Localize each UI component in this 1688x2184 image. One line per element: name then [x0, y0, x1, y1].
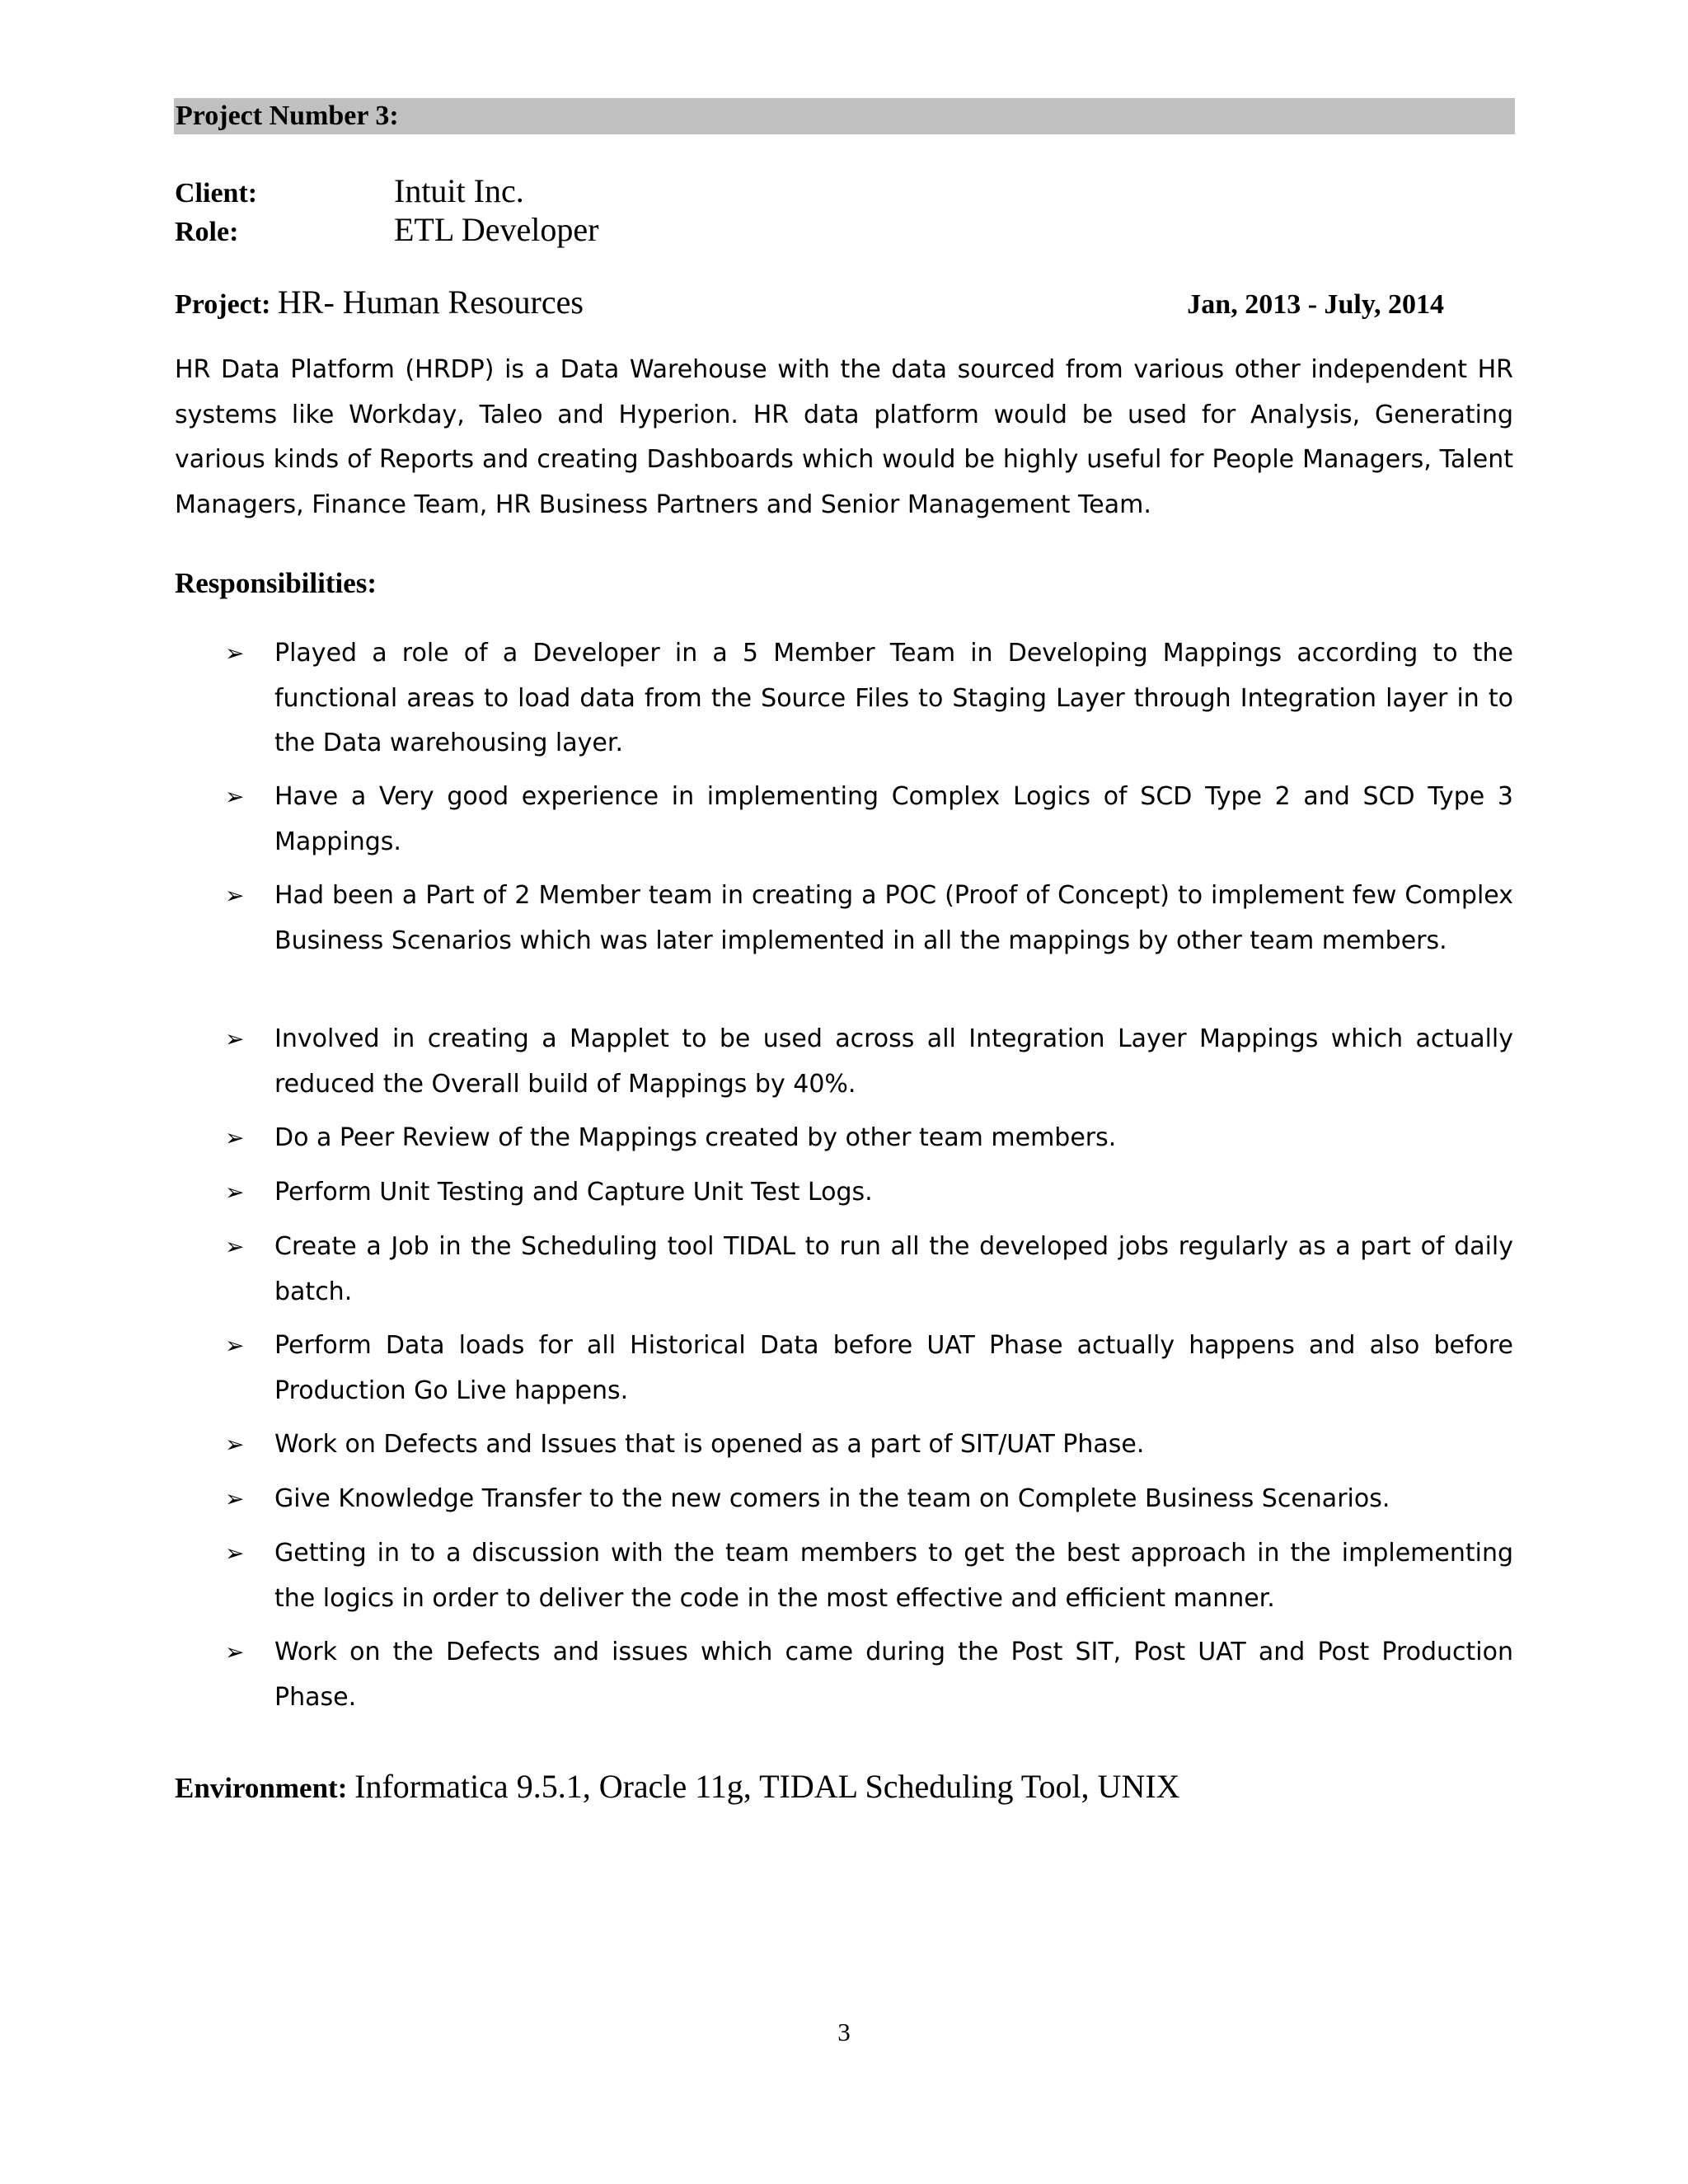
- client-label: Client:: [175, 178, 258, 209]
- list-item-text: Do a Peer Review of the Mappings created by other team members.: [274, 1123, 1117, 1152]
- arrow-bullet-icon: ➢: [225, 1233, 245, 1260]
- client-row: [175, 171, 524, 211]
- list-item-text: Had been a Part of 2 Member team in creating a POC (Proof of Concept) to implement few Complex Business Scenarios which was later implemented in all the mappings by other team members.: [274, 881, 1513, 955]
- arrow-bullet-icon: ➢: [225, 1485, 245, 1512]
- arrow-bullet-icon: ➢: [225, 1431, 245, 1458]
- list-item-text: Work on Defects and Issues that is opened as a part of SIT/UAT Phase.: [274, 1430, 1145, 1459]
- list-item-text: Work on the Defects and issues which came during the Post SIT, Post UAT and Post Production Phase.: [274, 1638, 1513, 1712]
- arrow-bullet-icon: ➢: [225, 1332, 245, 1359]
- list-item: [225, 1116, 1513, 1161]
- list-item: [225, 1225, 1513, 1315]
- arrow-bullet-icon: ➢: [225, 882, 245, 909]
- list-item: [225, 1017, 1513, 1107]
- list-item: [225, 1422, 1513, 1468]
- list-item: [225, 1170, 1513, 1216]
- list-item: [225, 874, 1513, 963]
- list-item: [225, 1477, 1513, 1522]
- list-item-text: Create a Job in the Scheduling tool TIDAL to run all the developed jobs regularly as a part of daily batch.: [274, 1232, 1513, 1306]
- list-item-text: Involved in creating a Mapplet to be used across all Integration Layer Mappings which actually reduced the Overall build of Mappings by 40%.: [274, 1024, 1513, 1099]
- role-value: ETL Developer: [394, 211, 599, 248]
- responsibilities-heading: Responsibilities:: [175, 567, 377, 599]
- project-row: [175, 283, 1444, 324]
- environment-label: Environment:: [175, 1772, 355, 1804]
- page-number: 3: [837, 2018, 851, 2046]
- list-item: [225, 1630, 1513, 1720]
- list-item: [225, 1531, 1513, 1621]
- list-item-text: Perform Unit Testing and Capture Unit Test Logs.: [274, 1178, 873, 1207]
- role-label: Role:: [175, 217, 239, 247]
- project-dates: Jan, 2013 - July, 2014: [1187, 289, 1444, 320]
- list-item-text: Perform Data loads for all Historical Data before UAT Phase actually happens and also before Production Go Live happens.: [274, 1331, 1513, 1405]
- client-value: Intuit Inc.: [394, 172, 524, 209]
- project-description: HR Data Platform (HRDP) is a Data Warehouse with the data sourced from various other independent HR systems like Workday, Taleo and Hyperion. HR data platform would be used for Analysis, Generating various kinds of Reports and creating Dashboards which would be highly useful for People Managers, Talent Managers, Finance Team, HR Business Partners and Senior Management Team.: [175, 355, 1513, 519]
- list-item-text: Give Knowledge Transfer to the new comers in the team on Complete Business Scenarios.: [274, 1484, 1390, 1513]
- environment-value: Informatica 9.5.1, Oracle 11g, TIDAL Scheduling Tool, UNIX: [354, 1768, 1180, 1805]
- project-label: Project:: [175, 289, 278, 320]
- arrow-bullet-icon: ➢: [225, 783, 245, 810]
- list-item: [225, 631, 1513, 766]
- list-item: [225, 1324, 1513, 1413]
- arrow-bullet-icon: ➢: [225, 1540, 245, 1567]
- role-row: [175, 210, 598, 250]
- project-number-heading: Project Number 3:: [174, 98, 1515, 134]
- list-item-text: Have a Very good experience in implementing Complex Logics of SCD Type 2 and SCD Type 3 Mappings.: [274, 782, 1513, 856]
- list-item-text: Getting in to a discussion with the team members to get the best approach in the implementing the logics in order to deliver the code in the most effective and efficient manner.: [274, 1539, 1513, 1613]
- arrow-bullet-icon: ➢: [225, 1025, 245, 1052]
- arrow-bullet-icon: ➢: [225, 640, 245, 667]
- list-item: [225, 775, 1513, 865]
- project-value: HR- Human Resources: [277, 284, 584, 321]
- list-item-text: Played a role of a Developer in a 5 Member Team in Developing Mappings according to the functional areas to load data from the Source Files to Staging Layer through Integration layer in to the Data warehousing layer.: [274, 639, 1513, 757]
- arrow-bullet-icon: ➢: [225, 1179, 245, 1206]
- arrow-bullet-icon: ➢: [225, 1124, 245, 1151]
- environment-row: [175, 1767, 1576, 1813]
- arrow-bullet-icon: ➢: [225, 1638, 245, 1666]
